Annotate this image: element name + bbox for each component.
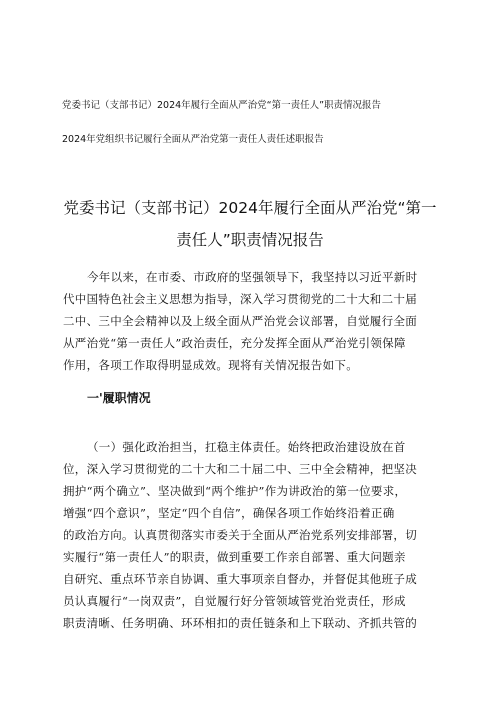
paragraph-line: 代中国特色社会主义思想为指导，深入学习贯彻党的二十大和二十届 — [63, 292, 417, 306]
title-line-2: 责任人”职责情况报告 — [176, 231, 324, 249]
header-line-2: 2024年党组织书记履行全面从严治党第一责任人责任述职报告 — [62, 134, 324, 145]
section-paragraph — [63, 436, 441, 634]
document-title — [40, 192, 460, 256]
paragraph-line: 作用，各项工作取得明显成效。现将有关情况报告如下。 — [63, 358, 358, 372]
paragraph-line: 员认真履行“一岗双责”，自觉履行好分管领域管党治党责任，形成 — [63, 594, 406, 608]
paragraph-line: 二中、三中全会精神以及上级全面从严治党会议部署，自觉履行全面 — [63, 314, 417, 328]
paragraph-line: 的政治方向。认真贯彻落实市委关于全面从严治党系列安排部署，切 — [63, 528, 417, 542]
intro-paragraph — [63, 266, 441, 376]
paragraph-line: 位，深入学习贯彻党的二十大和二十届二中、三中全会精神，把坚决 — [63, 462, 417, 476]
paragraph-line: 自研究、重点环节亲自协调、重大事项亲自督办，并督促其他班子成 — [63, 572, 417, 586]
paragraph-line: 从严治党“第一责任人”政治责任，充分发挥全面从严治党引领保障 — [63, 336, 406, 350]
title-line-1: 党委书记（支部书记）2024年履行全面从严治党“第一 — [63, 199, 437, 217]
paragraph-line: 今年以来，在市委、市政府的坚强领导下，我坚持以习近平新时 — [87, 270, 418, 284]
paragraph-line: 职责清晰、任务明确、环环相扣的责任链条和上下联动、齐抓共管的 — [63, 616, 417, 630]
paragraph-line: 增强“四个意识”，坚定“四个自信”，确保各项工作始终沿着正确 — [63, 506, 395, 520]
paragraph-line: 实履行“第一责任人”的职责，做到重要工作亲自部署、重大问题亲 — [63, 550, 406, 564]
header-line-1: 党委书记（支部书记）2024年履行全面从严治党“第一责任人”职责情况报告 — [62, 100, 382, 111]
paragraph-line: 拥护“两个确立”、坚决做到“两个维护”作为讲政治的第一位要求， — [63, 484, 407, 498]
section-heading: 一'履职情况 — [87, 391, 151, 405]
paragraph-line: （一）强化政治担当，扛稳主体责任。始终把政治建设放在首 — [87, 440, 406, 454]
